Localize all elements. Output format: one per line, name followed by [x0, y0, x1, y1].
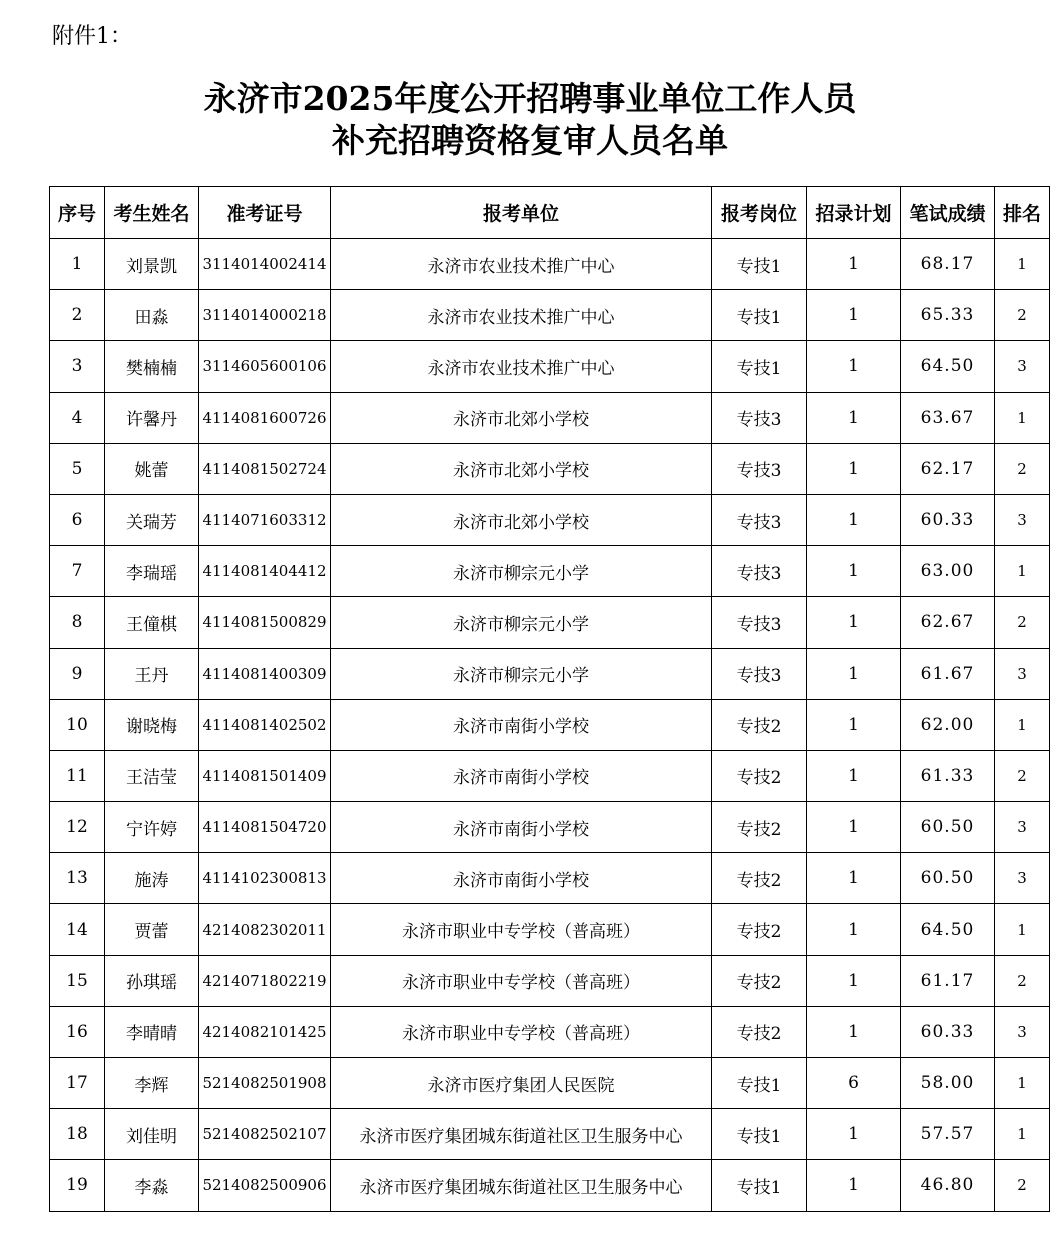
table-row: [50, 546, 1050, 597]
cell-rank: 1: [995, 1109, 1050, 1160]
cell-rank: 1: [995, 392, 1050, 443]
table-row: [50, 239, 1050, 290]
cell-post: 专技1: [712, 239, 807, 290]
cell-unit: 永济市农业技术推广中心: [331, 239, 712, 290]
cell-unit: 永济市北郊小学校: [331, 494, 712, 545]
cell-post: 专技2: [712, 853, 807, 904]
cell-rank: 2: [995, 955, 1050, 1006]
cell-seq: 10: [50, 699, 105, 750]
cell-seq: 14: [50, 904, 105, 955]
cell-post: 专技2: [712, 699, 807, 750]
cell-score: 61.33: [901, 750, 995, 801]
table-row: [50, 597, 1050, 648]
header-exam-id: 准考证号: [199, 187, 331, 239]
table-row: [50, 392, 1050, 443]
cell-plan: 1: [807, 546, 901, 597]
cell-seq: 4: [50, 392, 105, 443]
cell-seq: 17: [50, 1058, 105, 1109]
cell-post: 专技3: [712, 546, 807, 597]
table-row: [50, 443, 1050, 494]
cell-plan: 1: [807, 341, 901, 392]
cell-post: 专技1: [712, 341, 807, 392]
cell-seq: 2: [50, 290, 105, 341]
cell-rank: 1: [995, 239, 1050, 290]
cell-post: 专技3: [712, 494, 807, 545]
cell-score: 60.50: [901, 802, 995, 853]
cell-name: 宁许婷: [105, 802, 199, 853]
cell-score: 60.33: [901, 494, 995, 545]
document-title-line-2: 补充招聘资格复审人员名单: [332, 121, 728, 160]
cell-exam-id: 4114081400309: [199, 648, 331, 699]
cell-plan: 1: [807, 750, 901, 801]
table-row: [50, 341, 1050, 392]
cell-seq: 15: [50, 955, 105, 1006]
header-name: 考生姓名: [105, 187, 199, 239]
cell-unit: 永济市柳宗元小学: [331, 597, 712, 648]
header-post: 报考岗位: [712, 187, 807, 239]
cell-seq: 5: [50, 443, 105, 494]
cell-rank: 2: [995, 290, 1050, 341]
cell-unit: 永济市职业中专学校（普高班）: [331, 904, 712, 955]
cell-unit: 永济市农业技术推广中心: [331, 290, 712, 341]
cell-exam-id: 4114081500829: [199, 597, 331, 648]
cell-plan: 1: [807, 1006, 901, 1057]
cell-exam-id: 5214082502107: [199, 1109, 331, 1160]
cell-name: 刘景凯: [105, 239, 199, 290]
table-row: [50, 1058, 1050, 1109]
cell-plan: 1: [807, 802, 901, 853]
cell-exam-id: 3114605600106: [199, 341, 331, 392]
cell-score: 62.17: [901, 443, 995, 494]
cell-unit: 永济市南街小学校: [331, 853, 712, 904]
cell-rank: 3: [995, 1006, 1050, 1057]
cell-score: 63.00: [901, 546, 995, 597]
cell-score: 60.50: [901, 853, 995, 904]
cell-name: 贾蕾: [105, 904, 199, 955]
cell-rank: 2: [995, 597, 1050, 648]
cell-exam-id: 4114081501409: [199, 750, 331, 801]
cell-post: 专技3: [712, 443, 807, 494]
cell-score: 63.67: [901, 392, 995, 443]
cell-rank: 1: [995, 699, 1050, 750]
cell-seq: 19: [50, 1160, 105, 1211]
table-row: [50, 648, 1050, 699]
cell-plan: 1: [807, 443, 901, 494]
cell-unit: 永济市北郊小学校: [331, 443, 712, 494]
document-title-line-1: 永济市2025年度公开招聘事业单位工作人员: [203, 79, 857, 118]
cell-post: 专技2: [712, 750, 807, 801]
cell-name: 樊楠楠: [105, 341, 199, 392]
cell-post: 专技3: [712, 597, 807, 648]
cell-rank: 1: [995, 1058, 1050, 1109]
table-row: [50, 494, 1050, 545]
cell-plan: 1: [807, 290, 901, 341]
cell-plan: 1: [807, 392, 901, 443]
cell-exam-id: 4114081504720: [199, 802, 331, 853]
table-row: [50, 1160, 1050, 1211]
cell-score: 46.80: [901, 1160, 995, 1211]
cell-exam-id: 4214082101425: [199, 1006, 331, 1057]
table-row: [50, 1006, 1050, 1057]
table-header-row: [50, 187, 1050, 239]
header-plan: 招录计划: [807, 187, 901, 239]
cell-plan: 1: [807, 1109, 901, 1160]
header-seq: 序号: [50, 187, 105, 239]
cell-score: 62.00: [901, 699, 995, 750]
cell-score: 62.67: [901, 597, 995, 648]
header-unit: 报考单位: [331, 187, 712, 239]
cell-name: 李晴晴: [105, 1006, 199, 1057]
cell-unit: 永济市柳宗元小学: [331, 648, 712, 699]
cell-unit: 永济市南街小学校: [331, 699, 712, 750]
cell-exam-id: 4214071802219: [199, 955, 331, 1006]
cell-unit: 永济市职业中专学校（普高班）: [331, 955, 712, 1006]
cell-plan: 1: [807, 239, 901, 290]
cell-score: 58.00: [901, 1058, 995, 1109]
table-row: [50, 802, 1050, 853]
cell-rank: 2: [995, 443, 1050, 494]
cell-plan: 1: [807, 597, 901, 648]
cell-plan: 1: [807, 699, 901, 750]
cell-name: 李淼: [105, 1160, 199, 1211]
cell-post: 专技3: [712, 392, 807, 443]
table-row: [50, 750, 1050, 801]
table-row: [50, 955, 1050, 1006]
cell-post: 专技2: [712, 1006, 807, 1057]
cell-exam-id: 4114081502724: [199, 443, 331, 494]
table-row: [50, 904, 1050, 955]
table-body: [50, 239, 1050, 1212]
cell-seq: 6: [50, 494, 105, 545]
cell-rank: 3: [995, 802, 1050, 853]
table-row: [50, 1109, 1050, 1160]
cell-plan: 6: [807, 1058, 901, 1109]
cell-rank: 3: [995, 853, 1050, 904]
header-score: 笔试成绩: [901, 187, 995, 239]
cell-seq: 12: [50, 802, 105, 853]
cell-unit: 永济市南街小学校: [331, 750, 712, 801]
cell-exam-id: 4114071603312: [199, 494, 331, 545]
table-row: [50, 853, 1050, 904]
cell-post: 专技2: [712, 802, 807, 853]
cell-post: 专技2: [712, 904, 807, 955]
cell-seq: 3: [50, 341, 105, 392]
cell-rank: 2: [995, 1160, 1050, 1211]
cell-rank: 2: [995, 750, 1050, 801]
cell-exam-id: 3114014000218: [199, 290, 331, 341]
table-row: [50, 699, 1050, 750]
cell-name: 施涛: [105, 853, 199, 904]
cell-unit: 永济市农业技术推广中心: [331, 341, 712, 392]
cell-seq: 9: [50, 648, 105, 699]
cell-rank: 1: [995, 546, 1050, 597]
cell-name: 李辉: [105, 1058, 199, 1109]
cell-name: 李瑞瑶: [105, 546, 199, 597]
cell-score: 61.67: [901, 648, 995, 699]
cell-rank: 1: [995, 904, 1050, 955]
cell-name: 王丹: [105, 648, 199, 699]
cell-unit: 永济市医疗集团人民医院: [331, 1058, 712, 1109]
cell-post: 专技2: [712, 955, 807, 1006]
cell-plan: 1: [807, 853, 901, 904]
cell-plan: 1: [807, 648, 901, 699]
candidate-table: [49, 186, 1050, 1212]
cell-name: 王僮棋: [105, 597, 199, 648]
cell-seq: 11: [50, 750, 105, 801]
cell-name: 姚蕾: [105, 443, 199, 494]
cell-exam-id: 4114081404412: [199, 546, 331, 597]
cell-post: 专技1: [712, 1058, 807, 1109]
table-row: [50, 290, 1050, 341]
cell-seq: 1: [50, 239, 105, 290]
cell-rank: 3: [995, 341, 1050, 392]
cell-post: 专技3: [712, 648, 807, 699]
cell-name: 田淼: [105, 290, 199, 341]
cell-score: 60.33: [901, 1006, 995, 1057]
cell-unit: 永济市南街小学校: [331, 802, 712, 853]
cell-exam-id: 5214082501908: [199, 1058, 331, 1109]
cell-post: 专技1: [712, 1109, 807, 1160]
cell-seq: 8: [50, 597, 105, 648]
cell-post: 专技1: [712, 1160, 807, 1211]
cell-exam-id: 3114014002414: [199, 239, 331, 290]
cell-score: 64.50: [901, 904, 995, 955]
cell-name: 谢晓梅: [105, 699, 199, 750]
cell-unit: 永济市柳宗元小学: [331, 546, 712, 597]
cell-score: 68.17: [901, 239, 995, 290]
cell-name: 王洁莹: [105, 750, 199, 801]
cell-unit: 永济市职业中专学校（普高班）: [331, 1006, 712, 1057]
cell-score: 61.17: [901, 955, 995, 1006]
cell-plan: 1: [807, 1160, 901, 1211]
cell-seq: 7: [50, 546, 105, 597]
cell-score: 64.50: [901, 341, 995, 392]
cell-exam-id: 4114081402502: [199, 699, 331, 750]
cell-rank: 3: [995, 494, 1050, 545]
cell-name: 许馨丹: [105, 392, 199, 443]
cell-name: 关瑞芳: [105, 494, 199, 545]
cell-name: 刘佳明: [105, 1109, 199, 1160]
cell-unit: 永济市医疗集团城东街道社区卫生服务中心: [331, 1160, 712, 1211]
cell-plan: 1: [807, 955, 901, 1006]
header-rank: 排名: [995, 187, 1050, 239]
attachment-label: 附件1：: [52, 24, 132, 49]
cell-name: 孙琪瑶: [105, 955, 199, 1006]
cell-score: 65.33: [901, 290, 995, 341]
cell-rank: 3: [995, 648, 1050, 699]
cell-unit: 永济市医疗集团城东街道社区卫生服务中心: [331, 1109, 712, 1160]
cell-seq: 16: [50, 1006, 105, 1057]
cell-exam-id: 4214082302011: [199, 904, 331, 955]
cell-exam-id: 5214082500906: [199, 1160, 331, 1211]
cell-exam-id: 4114081600726: [199, 392, 331, 443]
cell-exam-id: 4114102300813: [199, 853, 331, 904]
cell-seq: 18: [50, 1109, 105, 1160]
cell-plan: 1: [807, 904, 901, 955]
cell-score: 57.57: [901, 1109, 995, 1160]
cell-post: 专技1: [712, 290, 807, 341]
cell-plan: 1: [807, 494, 901, 545]
cell-unit: 永济市北郊小学校: [331, 392, 712, 443]
cell-seq: 13: [50, 853, 105, 904]
